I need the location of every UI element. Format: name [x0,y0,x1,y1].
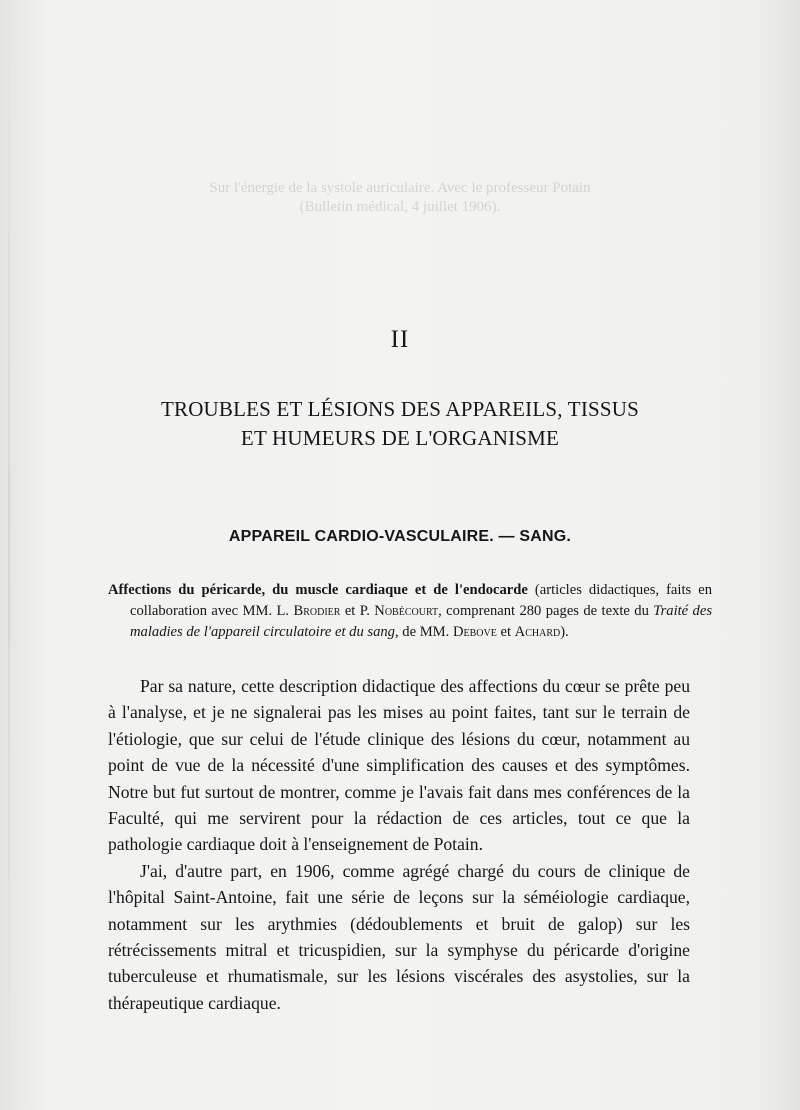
part-title [0,395,800,453]
entry-text: et [496,624,515,640]
paragraph: Par sa nature, cette description didactique des affections du cœur se prête peu à l'analyse, et je ne signalerai pas les mises au point faites, tant sur le terrain de l'étiologie, que sur celui de l'étude clinique des lésions du cœur, notamment au point de vue de la nécessité d'une simplification des causes et des symptômes. Notre but fut surtout de montrer, comme je l'avais fait dans mes conférences de la Faculté, qui me servirent pour la rédaction de ces articles, tout ce que la pathologie cardiaque doit à l'enseignement de Potain. [108,676,690,855]
bibliography-entry [108,580,712,643]
body-text [108,673,690,1016]
entry-text: ). [560,624,569,640]
section-heading: APPAREIL CARDIO-VASCULAIRE. — SANG. [228,528,572,545]
paragraph: J'ai, d'autre part, en 1906, comme agrégé chargé du cours de clinique de l'hôpital Saint-Antoine, fait une série de leçons sur la séméiologie cardiaque, notamment sur les arythmies (dédoublements et bruit de galop) sur les rétrécissements mitral et tricuspidien, sur la symphyse du péricarde d'origine tuberculeuse et rhumatismale, sur les lésions viscérales des asystolies, sur la thérapeutique cardiaque. [108,860,690,1013]
entry-title: Affections du péricarde, du muscle cardiaque et de l'endocarde [108,582,528,598]
entry-text: , de MM. [394,624,453,640]
entry-author: Achard [514,624,561,640]
part-number: II [390,326,410,353]
show-through-text: (Bulletin médical, 4 juillet 1906). [299,199,501,215]
entry-author: Nobécourt [374,603,439,619]
entry-author: Debove [452,624,497,640]
part-title-line: ET HUMEURS DE L'ORGANISME [240,426,560,450]
scan-edge-shadow [8,0,10,1110]
part-title-line: TROUBLES ET LÉSIONS DES APPAREILS, TISSUS [160,397,640,421]
entry-text: , comprenant 280 pages de texte du [438,603,654,619]
entry-text: et P. [340,603,375,619]
show-through-text: Sur l'énergie de la systole auriculaire. Avec le professeur Potain [209,180,591,196]
entry-work-title: Traité des maladies de l'appareil circulatoire et du sang [130,603,713,640]
entry-text: (articles didactiques, faits en collaboration avec MM. L. [130,582,712,619]
entry-author: Brodier [293,603,341,619]
